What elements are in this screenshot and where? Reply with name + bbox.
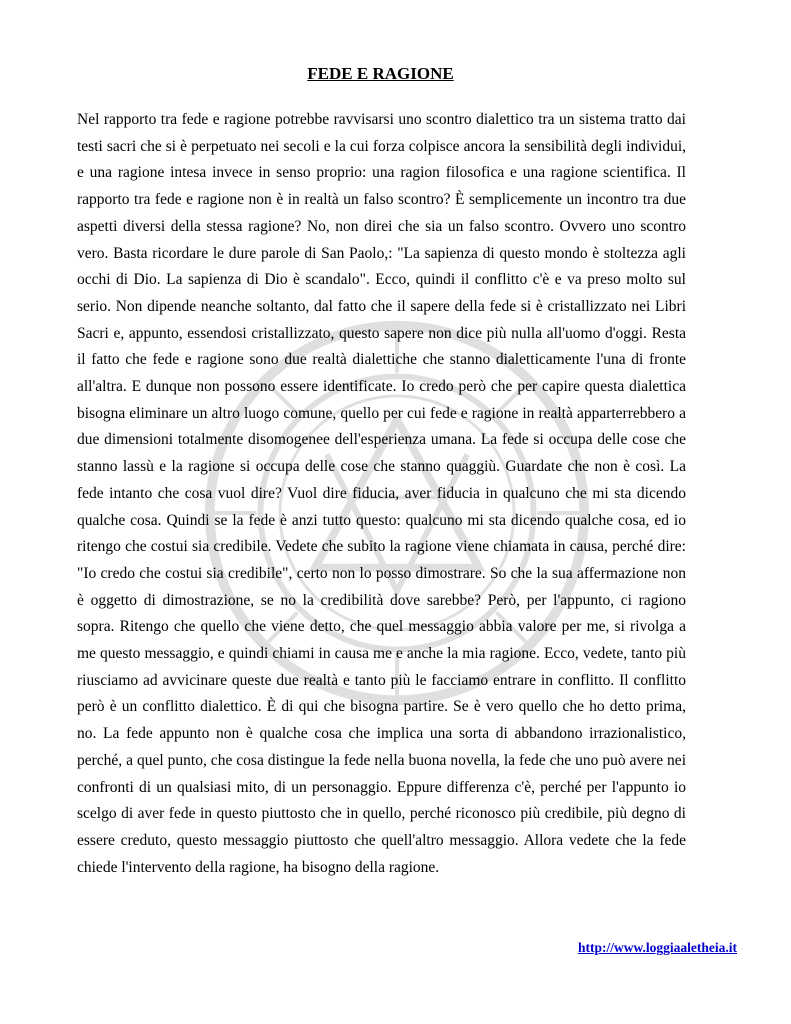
document-title: FEDE E RAGIONE [307,64,454,83]
website-link[interactable]: http://www.loggiaaletheia.it [578,940,737,955]
document-body: Nel rapporto tra fede e ragione potrebbe ravvisarsi uno scontro dialettico tra un sistema tratto dai testi sacri che si è perpetuato nei secoli e la cui forza colpisce ancora la sensibilità degli individui, e una ragione intesa invece in senso proprio: una ragion filosofica e una ragione scientifica. Il rapporto tra fede e ragione non è in realtà un falso scontro? È semplicemente un incontro tra due aspetti diversi della stessa ragione? No, non direi che sia un falso scontro. Ovvero uno scontro vero. Basta ricordare le dure parole di San Paolo,: "La sapienza di questo mondo è stoltezza agli occhi di Dio. La sapienza di Dio è scandalo". Ecco, quindi il conflitto c'è e va preso molto sul serio. Non dipende neanche soltanto, dal fatto che il sapere della fede si è cristallizzato nei Libri Sacri e, appunto, essendosi cristallizzato, questo sapere non dice più nulla all'uomo d'oggi. Resta il fatto che fede e ragione sono due realtà dialettiche che stanno dialetticamente l'una di fronte all'altra. E dunque non possono essere identificate. Io credo però che per capire questa dialettica bisogna eliminare un altro luogo comune, quello per cui fede e ragione in realtà apparterrebbero a due dimensioni totalmente disomogenee dell'esperienza umana. La fede si occupa delle cose che stanno lassù e la ragione si occupa delle cose che stanno quaggiù. Guardate che non è così. La fede intanto che cosa vuol dire? Vuol dire fiducia, aver fiducia in qualcuno che mi sta dicendo qualche cosa. Quindi se la fede è anzi tutto questo: qualcuno mi sta dicendo qualche cosa, ed io ritengo che costui sia credibile. Vedete che subito la ragione viene chiamata in causa, perché dire: "Io credo che costui sia credibile", certo non lo posso dimostrare. So che la sua affermazione non è oggetto di dimostrazione, se no la credibilità dove sarebbe? Però, per l'appunto, ci ragiono sopra. Ritengo che quello che viene detto, che quel messaggio abbia valore per me, si rivolga a me questo messaggio, e quindi chiami in causa me e anche la mia ragione. Ecco, vedete, tanto più riusciamo ad avvicinare queste due realtà e tanto più le facciamo entrare in conflitto. Il conflitto però è un conflitto dialettico. È di qui che bisogna partire. Se è vero quello che ho detto prima, no. La fede appunto non è qualche cosa che implica una sorta di abbandono irrazionalistico, perché, a quel punto, che cosa distingue la fede nella buona novella, la fede che uno può avere nei confronti di un qualsiasi mito, di un personaggio. Eppure differenza c'è, perché per l'appunto io scelgo di aver fede in questo piuttosto che in quello, perché riconosco più credibile, più degno di essere creduto, questo messaggio piuttosto che quell'altro messaggio. Allora vedete che la fede chiede l'intervento della ragione, ha bisogno della ragione. [77,111,686,876]
